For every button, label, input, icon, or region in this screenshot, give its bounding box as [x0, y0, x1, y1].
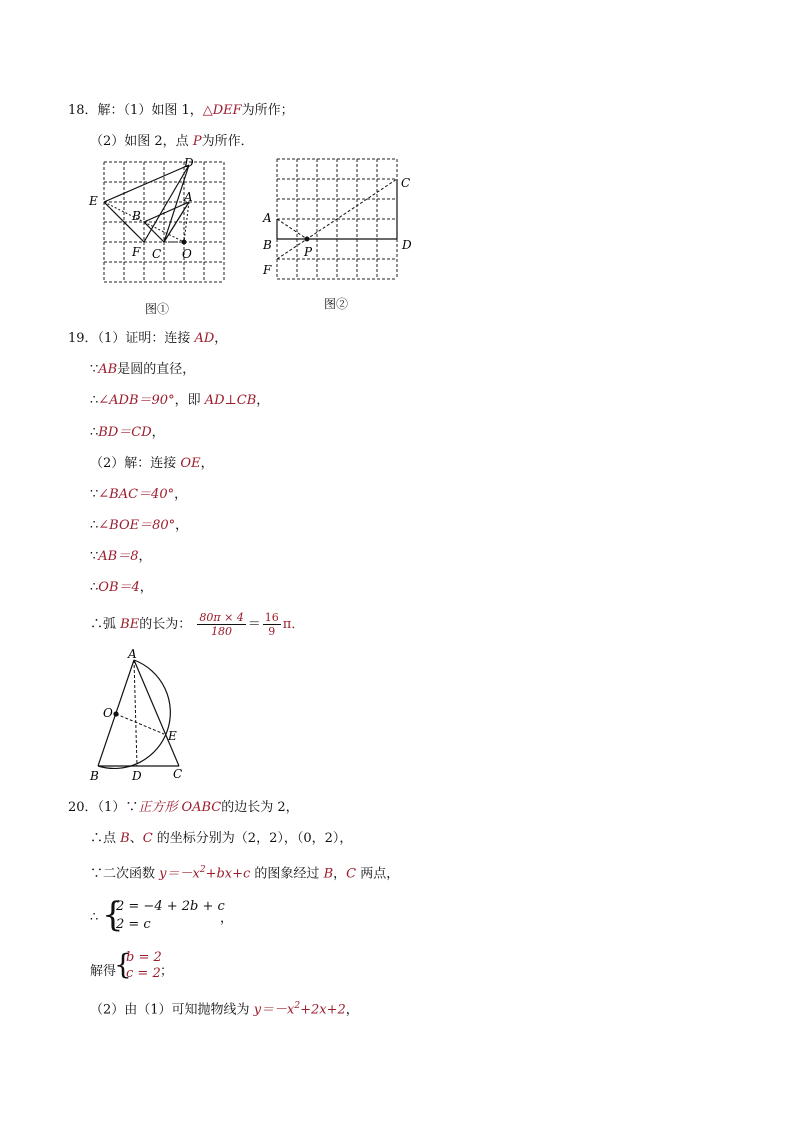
q19-l3-tail: ，	[256, 393, 270, 408]
q20-l1-red: 正方形 OABC	[138, 800, 222, 815]
q19-l10-mid: 的长为：	[139, 617, 192, 632]
sys2-lead: 解得	[90, 964, 117, 979]
q20-l1-tail: 的边长为 2，	[221, 800, 299, 815]
fraction-result	[263, 611, 281, 638]
label-P2: P	[304, 245, 313, 259]
label-D: D	[184, 156, 194, 170]
q19-l9-red: OB＝4	[98, 580, 140, 595]
q19-l1-lead: （1）证明：连接	[97, 331, 195, 346]
q19-line-9	[90, 579, 153, 597]
label-C2: C	[401, 176, 411, 190]
q19-line-8	[90, 548, 152, 566]
q19-l10-lead: ∴弧	[90, 617, 121, 632]
figure-2-caption: 图②	[324, 297, 349, 311]
q19-l5-tail: ，	[200, 456, 214, 471]
q20-l3-red: y＝－x	[159, 866, 200, 882]
q18-line-1	[68, 102, 294, 120]
label-C: C	[152, 247, 162, 261]
q20-l3-lead: ∵二次函数	[90, 866, 160, 882]
sys1-row-2: 2 = c	[116, 917, 151, 932]
q19-line-5	[90, 455, 214, 473]
sys1-lead: ∴	[90, 910, 99, 925]
q19-l7-red: ∠BOE＝80°	[98, 518, 176, 533]
q19-l7-tail: ，	[175, 518, 189, 533]
sys1-row-1: 2 = −4 + 2b + c	[116, 899, 225, 914]
label-E: E	[89, 194, 98, 208]
q19-number: 19．	[68, 331, 98, 346]
q19-l8-tail: ，	[138, 549, 152, 564]
equals-sign: ＝	[247, 617, 261, 632]
q20-number: 20．	[68, 800, 98, 815]
label-D3: D	[132, 769, 142, 783]
q19-l2-red: AB	[98, 362, 118, 377]
q19-l10-red: BE	[120, 617, 140, 632]
q19-l6-a: ∵	[90, 487, 99, 502]
q19-l3-red2: AD⊥CB	[204, 393, 257, 408]
q18-point-p: P	[192, 134, 202, 149]
point-o	[182, 240, 187, 245]
q18-lead: 解：（1）如图 1，	[97, 103, 203, 118]
equation-system-1	[90, 896, 290, 938]
q20-l6-lead: （2）由（1）可知抛物线为	[90, 1002, 254, 1018]
q20-l2-mid: 、	[129, 831, 143, 846]
label-C3: C	[173, 767, 183, 781]
q20-l3-sup: 2	[199, 865, 206, 875]
q19-line-3	[90, 392, 269, 410]
label-A3: A	[128, 648, 137, 661]
q18-triangle: △DEF	[202, 103, 242, 118]
q20-l3-red2: +bx+c	[205, 866, 251, 882]
q20-line-2	[90, 830, 352, 848]
q19-l3-a: ∴	[90, 393, 99, 408]
q19-l1-red: AD	[194, 331, 215, 346]
label-B: B	[132, 209, 141, 223]
label-F2: F	[263, 263, 272, 277]
label-O: O	[182, 247, 192, 261]
q20-line-1	[68, 799, 299, 817]
q19-l6-red: ∠BAC＝40°	[98, 487, 175, 502]
q18-figure-2	[255, 150, 420, 285]
q19-l3-red1: ∠ADB＝90°	[98, 393, 175, 408]
label-E3: E	[168, 729, 177, 743]
pi-tail: π．	[282, 617, 305, 632]
q19-line-4	[90, 424, 165, 442]
q19-l1-tail: ，	[214, 331, 228, 346]
label-A: A	[184, 190, 193, 204]
q19-line-10	[90, 610, 304, 640]
q19-l8-a: ∵	[90, 549, 99, 564]
grid-1	[104, 162, 224, 282]
q20-l2-tail: 的坐标分别为（2，2），（0，2），	[152, 831, 353, 846]
label-F: F	[132, 245, 141, 259]
triangle-def	[104, 165, 189, 242]
q19-l6-tail: ，	[174, 487, 188, 502]
sys2-row-2: c = 2	[126, 966, 161, 981]
q18-p2-tail: 为所作．	[201, 134, 254, 149]
label-B2: B	[263, 238, 272, 252]
q20-l3-tail2: 两点，	[356, 866, 400, 882]
q19-line-7	[90, 517, 188, 535]
fraction-1-denominator: 180	[211, 625, 233, 638]
q19-l4-red: BD＝CD	[98, 425, 152, 440]
q19-l5-red: OE	[180, 456, 201, 471]
q19-l2-a: ∵	[90, 362, 99, 377]
q18-line-2	[90, 133, 254, 151]
sys2-row-1: b = 2	[126, 950, 162, 965]
label-O3: O	[103, 706, 113, 720]
point-p	[305, 237, 310, 242]
fraction-arc-formula	[197, 611, 245, 638]
q19-l2-tail: 是圆的直径，	[117, 362, 196, 377]
q20-l2-red1: B	[120, 831, 130, 846]
q19-l8-red: AB＝8	[98, 549, 139, 564]
q19-l4-tail: ，	[151, 425, 165, 440]
q18-p2-lead: （2）如图 2，点	[90, 134, 193, 149]
q19-l3-mid: ，即	[174, 393, 205, 408]
q19-line-6	[90, 486, 187, 504]
q19-l9-tail: ，	[139, 580, 153, 595]
q19-line-1	[68, 330, 227, 348]
q19-figure	[82, 648, 192, 788]
q19-l7-a: ∴	[90, 518, 99, 533]
q19-l4-a: ∴	[90, 425, 99, 440]
q20-l3-b: B	[323, 866, 334, 882]
fraction-1-numerator: 80π × 4	[199, 611, 244, 624]
q18-figure-1	[86, 155, 236, 290]
fraction-2-denominator: 9	[268, 625, 276, 638]
center-o	[113, 711, 118, 716]
q19-l5-lead: （2）解：连接	[90, 456, 181, 471]
q20-l3-sep: ，	[333, 866, 347, 882]
q20-l6-sup: 2	[294, 1001, 301, 1011]
label-A2: A	[263, 211, 272, 225]
sys1-tail: ，	[220, 911, 234, 926]
q18-tail: 为所作；	[241, 103, 294, 118]
q18-number: 18．	[68, 103, 98, 118]
equation-system-2	[90, 948, 210, 988]
q20-line-3	[90, 861, 399, 883]
sys2-brace: {	[114, 948, 132, 981]
q19-l9-a: ∴	[90, 580, 99, 595]
figure-1-caption: 图①	[145, 302, 170, 316]
q20-l3-c: C	[346, 866, 357, 882]
q20-l6-red: y＝－x	[253, 1002, 295, 1018]
sys2-tail: ；	[160, 964, 174, 979]
q20-l6-red2: +2x+2	[300, 1002, 346, 1018]
q20-l1-lead: （1）∵	[97, 800, 139, 815]
label-D2: D	[402, 238, 412, 252]
label-B3: B	[90, 769, 99, 783]
q19-line-2	[90, 361, 195, 379]
q20-l6-tail: ，	[345, 1002, 359, 1018]
q20-line-6	[90, 997, 359, 1019]
fraction-2-numerator: 16	[264, 611, 279, 624]
q20-l2-red2: C	[142, 831, 153, 846]
q20-l2-lead: ∴点	[90, 831, 121, 846]
sys1-brace: {	[102, 895, 124, 935]
q20-l3-tail1: 的图象经过	[250, 866, 324, 882]
